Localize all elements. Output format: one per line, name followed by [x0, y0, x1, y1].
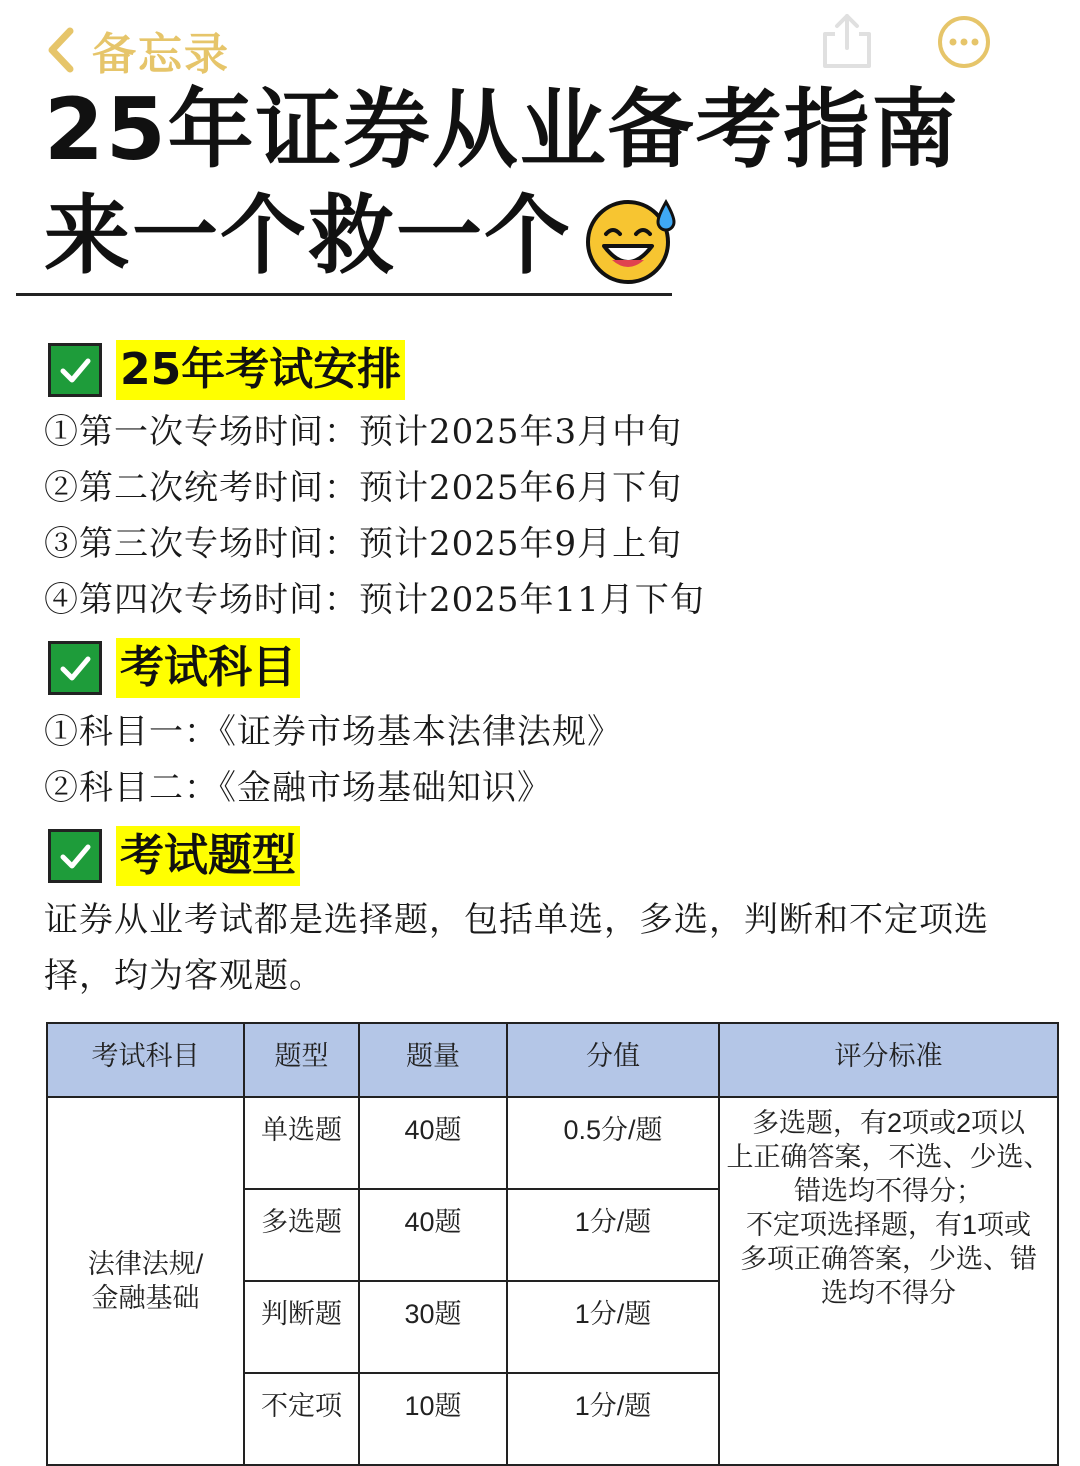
back-label: 备忘录 — [92, 29, 230, 80]
table-header-row — [47, 1023, 1058, 1097]
check-icon — [48, 343, 102, 397]
page-title-line2: 来一个救一个 — [44, 186, 572, 286]
header-count: 题量 — [359, 1023, 507, 1097]
section-title: 考试题型 — [116, 826, 300, 886]
check-icon — [48, 829, 102, 883]
criteria-line: 错选均不得分； — [794, 1176, 983, 1206]
type-cell: 不定项 — [244, 1373, 359, 1465]
count-cell: 10题 — [359, 1373, 507, 1465]
title-divider — [16, 293, 672, 296]
header-criteria: 评分标准 — [719, 1023, 1058, 1097]
header-score: 分值 — [507, 1023, 719, 1097]
schedule-line: ①第一次专场时间：预计2025年3月中旬 — [44, 412, 683, 452]
type-cell: 单选题 — [244, 1097, 359, 1189]
criteria-line: 多项正确答案，少选、错 — [740, 1244, 1037, 1274]
subject-line: ①科目一：《证券市场基本法律法规》 — [44, 712, 622, 752]
header-type: 题型 — [244, 1023, 359, 1097]
score-cell: 1分/题 — [507, 1189, 719, 1281]
score-cell: 1分/题 — [507, 1373, 719, 1465]
section-title: 25年考试安排 — [116, 340, 405, 400]
more-icon[interactable] — [936, 14, 992, 70]
section-header-question-types — [48, 826, 300, 886]
header-subject: 考试科目 — [47, 1023, 244, 1097]
page-title-line1: 25年证券从业备考指南 — [44, 80, 960, 180]
section-header-schedule — [48, 340, 405, 400]
subject-line: 金融基础 — [91, 1283, 200, 1313]
score-cell: 0.5分/题 — [507, 1097, 719, 1189]
subject-line: ②科目二：《金融市场基础知识》 — [44, 768, 552, 808]
criteria-line: 选均不得分 — [821, 1278, 956, 1308]
score-cell: 1分/题 — [507, 1281, 719, 1373]
schedule-line: ②第二次统考时间：预计2025年6月下旬 — [44, 468, 683, 508]
table-row — [47, 1097, 1058, 1189]
back-button[interactable] — [44, 18, 230, 82]
chevron-left-icon — [44, 27, 78, 73]
count-cell: 40题 — [359, 1189, 507, 1281]
type-cell: 多选题 — [244, 1189, 359, 1281]
criteria-line: 上正确答案，不选、少选、 — [726, 1142, 1051, 1172]
schedule-line: ④第四次专场时间：预计2025年11月下旬 — [44, 580, 705, 620]
section-header-subjects — [48, 638, 300, 698]
subject-line: 法律法规/ — [87, 1249, 204, 1279]
top-nav-bar — [0, 0, 1080, 90]
criteria-line: 不定项选择题，有1项或 — [745, 1210, 1032, 1240]
question-types-paragraph: 证券从业考试都是选择题，包括单选，多选，判断和不定项选择，均为客观题。 — [44, 900, 989, 996]
criteria-line: 多选题，有2项或2项以 — [751, 1108, 1026, 1138]
check-icon — [48, 641, 102, 695]
share-icon[interactable] — [820, 12, 874, 70]
schedule-line: ③第三次专场时间：预计2025年9月上旬 — [44, 524, 683, 564]
exam-structure-table — [46, 1022, 1059, 1466]
count-cell: 40题 — [359, 1097, 507, 1189]
type-cell: 判断题 — [244, 1281, 359, 1373]
section-title: 考试科目 — [116, 638, 300, 698]
grinning-sweat-emoji-icon — [582, 196, 684, 286]
count-cell: 30题 — [359, 1281, 507, 1373]
